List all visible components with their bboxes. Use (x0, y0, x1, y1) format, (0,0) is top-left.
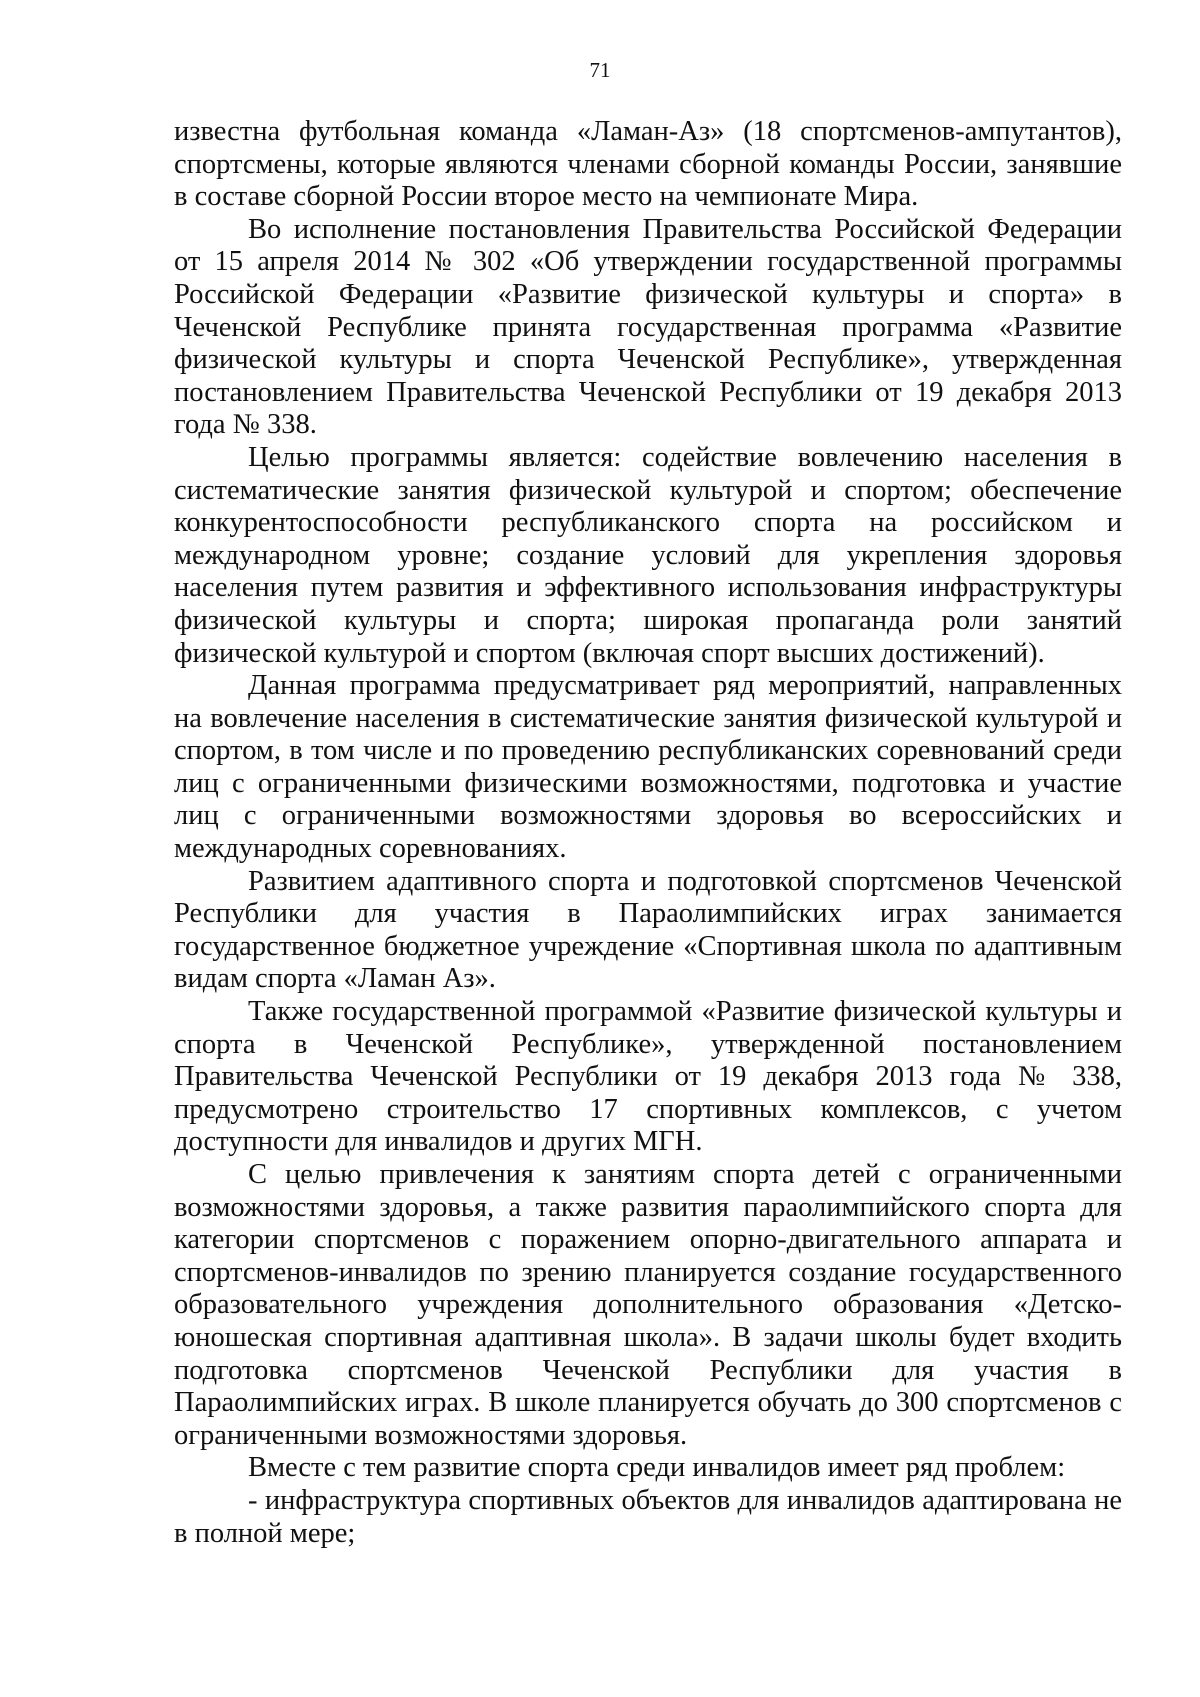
paragraph-program-goals: Целью программы является: содействие вовлечению населения в систематические занятия физической культурой и спортом; обеспечение конкурентоспособности республиканского спорта на российском и международном уровне; создание условий для укрепления здоровья населения путем развития и эффективного использования инфраструктуры физической культуры и спорта; широкая пропаганда роли занятий физической культурой и спортом (включая спорт высших достижений). (174, 441, 1122, 669)
paragraph-adaptive-sport-school: Развитием адаптивного спорта и подготовкой спортсменов Чеченской Республики для участия в Параолимпийских играх занимается государственное бюджетное учреждение «Спортивная школа по адаптивным видам спорта «Ламан Аз». (174, 865, 1122, 995)
paragraph-problem-infrastructure: - инфраструктура спортивных объектов для инвалидов адаптирована не в полной мере; (174, 1484, 1122, 1549)
paragraph-continued-football-team: известна футбольная команда «Ламан-Аз» (18 спортсменов-ампутантов), спортсмены, которые являются членами сборной команды России, занявшие в составе сборной России второе место на чемпионате Мира. (174, 116, 1122, 213)
paragraph-problems-intro: Вместе с тем развитие спорта среди инвалидов имеет ряд проблем: (248, 1452, 1066, 1484)
paragraph-state-program: Во исполнение постановления Правительства Российской Федерации от 15 апреля 2014 № 302 «Об утверждении государственной программы Российской Федерации «Развитие физической культуры и спорта» в Чеченской Республике принята государственная программа «Развитие физической культуры и спорта Чеченской Республике», утвержденная постановлением Правительства Чеченской Республики от 19 декабря 2013 года № 338. (174, 213, 1122, 441)
paragraph-planned-school: С целью привлечения к занятиям спорта детей с ограниченными возможностями здоровья, а также развития параолимпийского спорта для категории спортсменов с поражением опорно-двигательного аппарата и спортсменов-инвалидов по зрению планируется создание государственного образовательного учреждения дополнительного образования «Детско-юношеская спортивная адаптивная школа». В задачи школы будет входить подготовка спортсменов Чеченской Республики для участия в Параолимпийских играх. В школе планируется обучать до 300 спортсменов с ограниченными возможностями здоровья. (174, 1159, 1122, 1451)
paragraph-program-activities: Данная программа предусматривает ряд мероприятий, направленных на вовлечение населения в систематические занятия физической культурой и спортом, в том числе и по проведению республиканских соревнований среди лиц с ограниченными физическими возможностями, подготовка и участие лиц с ограниченными возможностями здоровья во всероссийских и международных соревнованиях. (174, 670, 1122, 865)
page-number: 71 (589, 58, 611, 82)
document-body (174, 116, 1122, 1550)
paragraph-sports-complexes: Также государственной программой «Развитие физической культуры и спорта в Чеченской Республике», утвержденной постановлением Правительства Чеченской Республики от 19 декабря 2013 года № 338, предусмотрено строительство 17 спортивных комплексов, с учетом доступности для инвалидов и других МГН. (174, 996, 1122, 1158)
